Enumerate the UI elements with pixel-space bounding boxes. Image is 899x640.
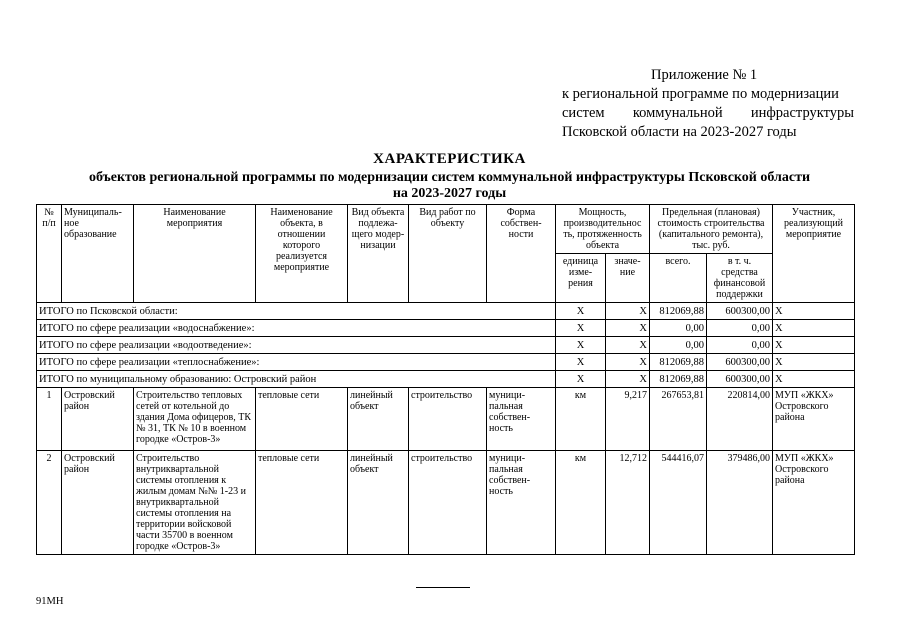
header-ownership: Форма собствен-ности xyxy=(487,205,556,303)
summary-support: 600300,00 xyxy=(707,371,773,388)
summary-label: ИТОГО по сфере реализации «водоснабжение»: xyxy=(37,320,556,337)
summary-support: 0,00 xyxy=(707,337,773,354)
row-value: 12,712 xyxy=(606,451,650,555)
summary-participant: X xyxy=(773,337,855,354)
row-total: 544416,07 xyxy=(650,451,707,555)
row-support: 379486,00 xyxy=(707,451,773,555)
header-total: всего. xyxy=(650,254,707,303)
row-measure: Строительство внутриквартальной системы отопления к жилым домам №№ 1-23 и внутриквартальной системы отопления на территории войсковой части 35700 в военном городке «Остров-3» xyxy=(134,451,256,555)
summary-total: 0,00 xyxy=(650,337,707,354)
table-row xyxy=(37,451,855,555)
summary-row-region xyxy=(37,303,855,320)
row-object: тепловые сети xyxy=(256,388,348,451)
summary-unit: X xyxy=(556,371,606,388)
header-num: № п/п xyxy=(37,205,62,303)
appendix-line-2: к региональной программе по модернизации xyxy=(562,86,839,102)
appendix-block xyxy=(562,66,854,142)
summary-support: 0,00 xyxy=(707,320,773,337)
summary-label: ИТОГО по сфере реализации «водоотведение»: xyxy=(37,337,556,354)
summary-unit: X xyxy=(556,337,606,354)
header-participant: Участник, реализующий мероприятие xyxy=(773,205,855,303)
summary-row-municipality xyxy=(37,371,855,388)
row-object: тепловые сети xyxy=(256,451,348,555)
summary-unit: X xyxy=(556,303,606,320)
summary-participant: X xyxy=(773,320,855,337)
summary-participant: X xyxy=(773,303,855,320)
row-work-type: строительство xyxy=(409,388,487,451)
header-work-type: Вид работ по объекту xyxy=(409,205,487,303)
row-ownership: муници-пальная собствен-ность xyxy=(487,451,556,555)
document-subtitle: объектов региональной программы по модернизации систем коммунальной инфраструктуры Псковской области xyxy=(88,170,811,185)
summary-total: 0,00 xyxy=(650,320,707,337)
summary-value: X xyxy=(606,337,650,354)
summary-participant: X xyxy=(773,354,855,371)
table-row xyxy=(37,388,855,451)
summary-total: 812069,88 xyxy=(650,303,707,320)
row-num: 1 xyxy=(37,388,62,451)
summary-row-sewerage xyxy=(37,337,855,354)
header-object: Наименование объекта, в отношении которого реализуется мероприятие xyxy=(256,205,348,303)
appendix-word: инфраструктуры xyxy=(750,105,854,121)
row-object-type: линейный объект xyxy=(348,388,409,451)
summary-unit: X xyxy=(556,320,606,337)
header-object-type: Вид объекта подлежа-щего модер-низации xyxy=(348,205,409,303)
header-capacity: Мощность, производительнос ть, протяженность объекта xyxy=(556,205,650,254)
summary-value: X xyxy=(606,354,650,371)
summary-unit: X xyxy=(556,354,606,371)
header-cost: Предельная (плановая) стоимость строительства (капитального ремонта), тыс. руб. xyxy=(650,205,773,254)
summary-participant: X xyxy=(773,371,855,388)
summary-row-water xyxy=(37,320,855,337)
row-work-type: строительство xyxy=(409,451,487,555)
document-title: ХАРАКТЕРИСТИКА xyxy=(373,151,526,167)
row-support: 220814,00 xyxy=(707,388,773,451)
header-unit: единица изме-рения xyxy=(556,254,606,303)
summary-support: 600300,00 xyxy=(707,354,773,371)
row-num: 2 xyxy=(37,451,62,555)
row-unit: км xyxy=(556,451,606,555)
summary-value: X xyxy=(606,371,650,388)
row-municipality: Островский район xyxy=(62,451,134,555)
summary-label: ИТОГО по Псковской области: xyxy=(37,303,556,320)
document-subtitle-years: на 2023-2027 годы xyxy=(392,186,507,201)
header-municipality: Муниципаль-ное образование xyxy=(62,205,134,303)
row-participant: МУП «ЖКХ» Островского района xyxy=(773,388,855,451)
separator-line xyxy=(416,587,470,588)
header-value: значе-ние xyxy=(606,254,650,303)
header-support: в т. ч. средства финансовой поддержки xyxy=(707,254,773,303)
row-value: 9,217 xyxy=(606,388,650,451)
row-ownership: муници-пальная собствен-ность xyxy=(487,388,556,451)
appendix-line-4: Псковской области на 2023-2027 годы xyxy=(562,124,797,140)
summary-value: X xyxy=(606,320,650,337)
summary-total: 812069,88 xyxy=(650,354,707,371)
summary-support: 600300,00 xyxy=(707,303,773,320)
row-municipality: Островский район xyxy=(62,388,134,451)
document-code: 91МН xyxy=(36,596,64,607)
appendix-line-3 xyxy=(562,104,854,123)
summary-total: 812069,88 xyxy=(650,371,707,388)
characteristics-table xyxy=(36,204,855,555)
appendix-word: коммунальной xyxy=(632,105,723,121)
row-unit: км xyxy=(556,388,606,451)
summary-value: X xyxy=(606,303,650,320)
appendix-word: систем xyxy=(562,105,605,121)
summary-label: ИТОГО по сфере реализации «теплоснабжение»: xyxy=(37,354,556,371)
row-measure: Строительство тепловых сетей от котельной до здания Дома офицеров, ТК № 31, ТК № 10 в военном городке «Остров-3» xyxy=(134,388,256,451)
summary-row-heating xyxy=(37,354,855,371)
appendix-line-1: Приложение № 1 xyxy=(651,67,758,83)
row-participant: МУП «ЖКХ» Островского района xyxy=(773,451,855,555)
row-total: 267653,81 xyxy=(650,388,707,451)
summary-label: ИТОГО по муниципальному образованию: Островский район xyxy=(37,371,556,388)
header-measure: Наименование мероприятия xyxy=(134,205,256,303)
row-object-type: линейный объект xyxy=(348,451,409,555)
